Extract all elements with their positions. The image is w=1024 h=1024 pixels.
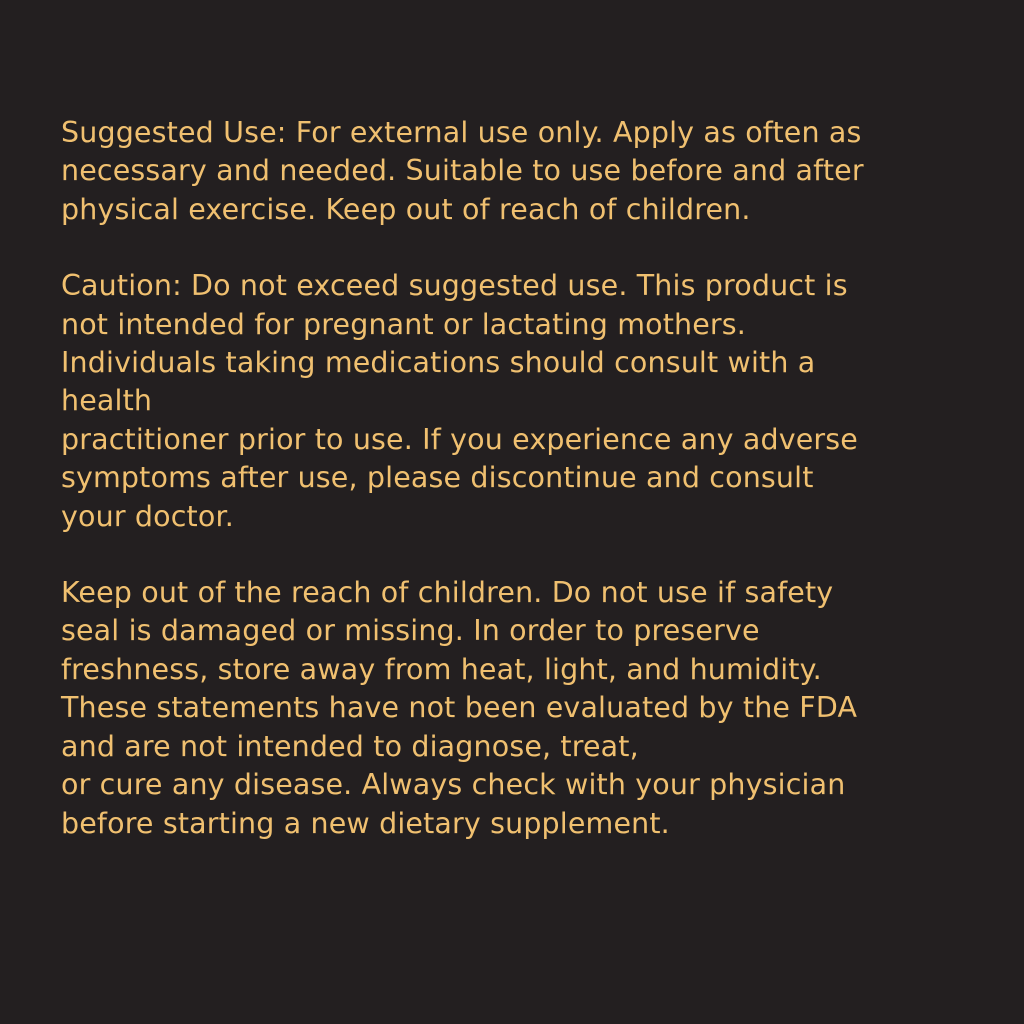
text-line: physical exercise. Keep out of reach of children. bbox=[61, 192, 751, 226]
text-line: Suggested Use: For external use only. Apply as often as bbox=[61, 116, 862, 149]
text-line: your doctor. bbox=[61, 499, 234, 533]
text-line: or cure any disease. Always check with your physician bbox=[61, 768, 846, 802]
text-line: Individuals taking medications should consult with a bbox=[61, 346, 816, 380]
text-line: before starting a new dietary supplement. bbox=[61, 806, 670, 840]
suggested-use-paragraph bbox=[61, 114, 984, 229]
text-line: not intended for pregnant or lactating mothers. bbox=[61, 307, 746, 341]
text-line: Keep out of the reach of children. Do not use if safety bbox=[61, 576, 834, 610]
text-line: health bbox=[61, 384, 153, 418]
text-line: seal is damaged or missing. In order to preserve bbox=[61, 614, 760, 648]
fda-disclaimer-paragraph bbox=[61, 574, 984, 843]
text-line: These statements have not been evaluated by the FDA bbox=[61, 691, 858, 725]
caution-paragraph bbox=[61, 267, 984, 536]
text-line: and are not intended to diagnose, treat, bbox=[61, 729, 639, 763]
text-line: Caution: Do not exceed suggested use. This product is bbox=[61, 269, 848, 303]
text-line: necessary and needed. Suitable to use before and after bbox=[61, 154, 864, 188]
text-line: freshness, store away from heat, light, and humidity. bbox=[61, 652, 822, 686]
text-line: symptoms after use, please discontinue and consult bbox=[61, 461, 814, 495]
text-line: practitioner prior to use. If you experience any adverse bbox=[61, 422, 858, 456]
